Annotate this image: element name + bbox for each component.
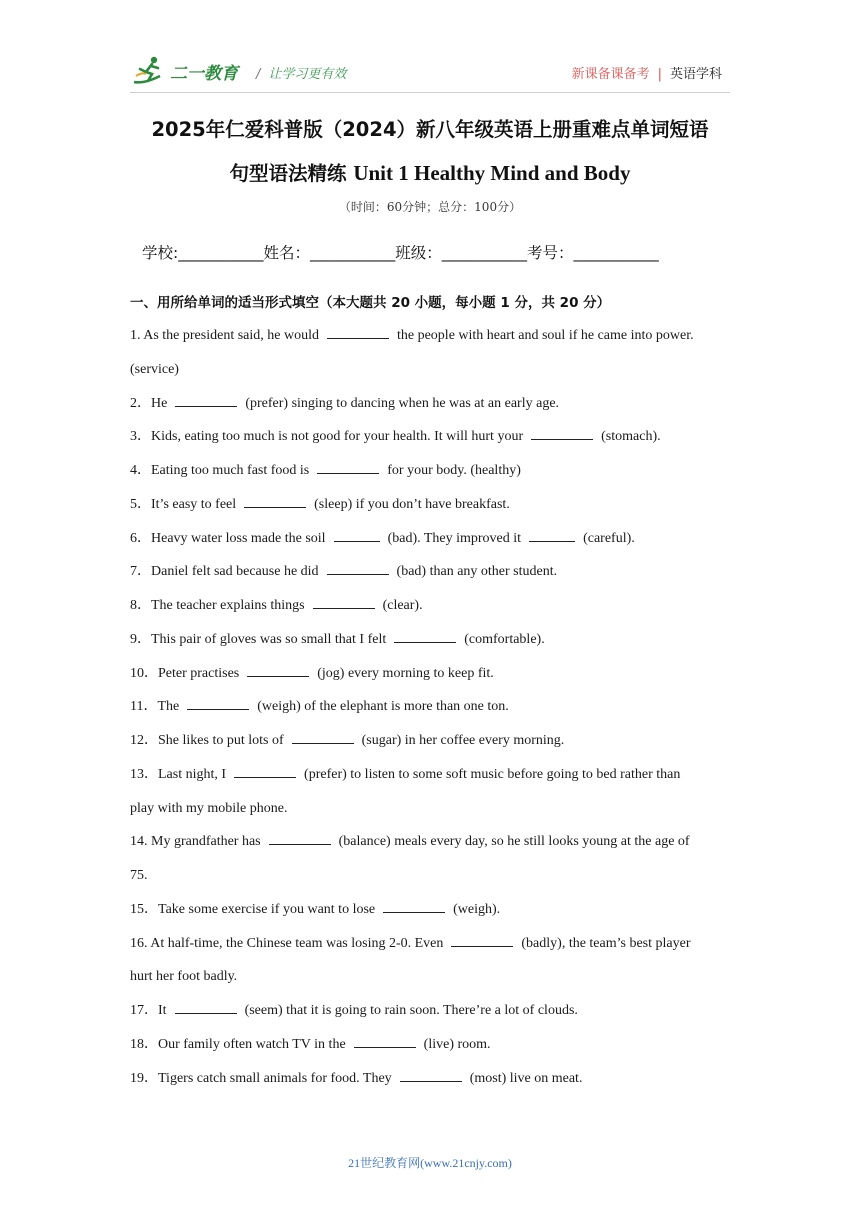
question-line [130, 960, 740, 994]
question-text: (prefer) to listen to some soft music before going to bed rather than [304, 766, 681, 782]
question-text: (careful). [583, 530, 635, 546]
answer-blank[interactable] [327, 326, 389, 339]
question-text: the people with heart and soul if he came into power. [396, 328, 694, 343]
question-line [130, 623, 740, 657]
answer-blank[interactable] [234, 765, 296, 778]
question-text: (clear). [382, 598, 423, 613]
question-text: 17．It [130, 1003, 167, 1018]
question-line [130, 792, 740, 826]
question-line [130, 589, 740, 623]
answer-blank[interactable] [292, 731, 354, 744]
header-separator: | [657, 67, 662, 82]
slogan-text: 让学习更有效 [268, 67, 347, 82]
question-text: 10．Peter practises [130, 665, 240, 681]
question-line [130, 994, 740, 1028]
question-text: (bad). They improved it [387, 530, 522, 546]
question-text: (most) live on meat. [469, 1070, 583, 1086]
question-text: (balance) meals every day, so he still looks young at the age of [338, 834, 690, 850]
answer-blank[interactable] [313, 596, 375, 609]
question-line [130, 522, 740, 556]
question-line [130, 825, 740, 859]
question-text: 8．The teacher explains things [130, 598, 305, 613]
header-subject [572, 63, 722, 82]
question-line [130, 893, 740, 927]
question-text: 6．Heavy water loss made the soil [130, 530, 326, 546]
question-line [130, 1062, 740, 1096]
answer-blank[interactable] [187, 697, 249, 710]
question-line [130, 555, 740, 589]
runner-logo-icon [130, 54, 170, 88]
logo-text: 二一教育 [170, 63, 238, 84]
question-text: (jog) every morning to keep fit. [317, 665, 494, 681]
question-text: (badly), the team’s best player [521, 935, 691, 951]
question-text: (weigh). [453, 901, 501, 917]
question-text: (seem) that it is going to rain soon. There’re a lot of clouds. [244, 1003, 578, 1018]
question-line [130, 657, 740, 691]
answer-blank[interactable] [327, 562, 389, 575]
slash-divider: / [256, 67, 261, 82]
doc-title-line2 [0, 158, 860, 186]
question-text: 11．The [130, 699, 180, 715]
question-line [130, 690, 740, 724]
answer-blank[interactable] [269, 832, 331, 845]
question-line [130, 387, 740, 421]
question-line [130, 488, 740, 522]
question-text: hurt her foot badly. [130, 969, 238, 985]
question-text: 2．He [130, 395, 168, 411]
logo [130, 54, 238, 88]
question-text: (weigh) of the elephant is more than one ton. [257, 699, 509, 715]
answer-blank[interactable] [175, 394, 237, 407]
question-text: 18．Our family often watch TV in the [130, 1036, 346, 1052]
header-subject-label: 英语学科 [669, 67, 722, 82]
question-text: (service) [130, 361, 179, 377]
question-line [130, 724, 740, 758]
question-text: 5．It’s easy to feel [130, 496, 237, 512]
question-text: (bad) than any other student. [396, 564, 558, 580]
question-text: 4．Eating too much fast food is [130, 463, 310, 478]
doc-title-line2-en: Unit 1 Healthy Mind and Body [353, 161, 631, 185]
question-text: 1. As the president said, he would [130, 328, 319, 343]
answer-blank[interactable] [383, 900, 445, 913]
question-line [130, 454, 740, 488]
question-text: (prefer) singing to dancing when he was at an early age. [245, 395, 560, 411]
question-line [130, 319, 740, 353]
question-line [130, 1028, 740, 1062]
question-text: (comfortable). [464, 631, 545, 647]
question-text: 3．Kids, eating too much is not good for your health. It will hurt your [130, 429, 524, 445]
answer-blank[interactable] [354, 1035, 416, 1048]
answer-blank[interactable] [244, 495, 306, 508]
slogan [256, 63, 346, 82]
question-text: 15．Take some exercise if you want to lose [130, 901, 376, 917]
question-text: (sugar) in her coffee every morning. [361, 733, 565, 748]
question-text: 12．She likes to put lots of [130, 733, 284, 748]
question-text: 7．Daniel felt sad because he did [130, 564, 319, 580]
question-text: (live) room. [423, 1036, 491, 1052]
page-header [130, 54, 730, 94]
question-line [130, 758, 740, 792]
question-text: 14. My grandfather has [130, 834, 261, 850]
question-text: for your body. (healthy) [387, 463, 521, 478]
question-text: 75. [130, 868, 148, 883]
answer-blank[interactable] [400, 1069, 462, 1082]
question-line [130, 927, 740, 961]
header-series: 新课备课备考 [571, 67, 650, 82]
footer-source: 21世纪教育网(www.21cnjy.com) [348, 1156, 512, 1170]
answer-blank[interactable] [317, 461, 379, 474]
section-heading: 一、用所给单词的适当形式填空（本大题共 20 小题，每小题 1 分，共 20 分） [130, 295, 611, 311]
answer-blank[interactable] [529, 529, 575, 542]
exam-time-score: （时间：60分钟；总分：100分） [338, 200, 522, 214]
doc-title-line2-cn: 句型语法精练 [229, 162, 354, 185]
question-text: 16. At half-time, the Chinese team was losing 2-0. Even [130, 935, 444, 951]
answer-blank[interactable] [531, 427, 593, 440]
question-text: 9．This pair of gloves was so small that I felt [130, 631, 387, 647]
header-divider [130, 92, 730, 93]
answer-blank[interactable] [334, 529, 380, 542]
question-line [130, 420, 740, 454]
question-text: play with my mobile phone. [130, 800, 288, 816]
answer-blank[interactable] [247, 664, 309, 677]
question-line [130, 859, 740, 893]
student-info-line: 学校:___________姓名：___________班级：___________考号：___________ [142, 244, 659, 262]
question-text: (sleep) if you don’t have breakfast. [314, 496, 510, 512]
question-text: 19．Tigers catch small animals for food. They [130, 1070, 392, 1086]
answer-blank[interactable] [394, 630, 456, 643]
question-line [130, 353, 740, 387]
question-text: (stomach). [601, 429, 661, 445]
doc-title-line1: 2025年仁爱科普版（2024）新八年级英语上册重难点单词短语 [151, 118, 709, 141]
answer-blank[interactable] [451, 934, 513, 947]
answer-blank[interactable] [175, 1001, 237, 1014]
question-text: 13．Last night, I [130, 766, 227, 782]
